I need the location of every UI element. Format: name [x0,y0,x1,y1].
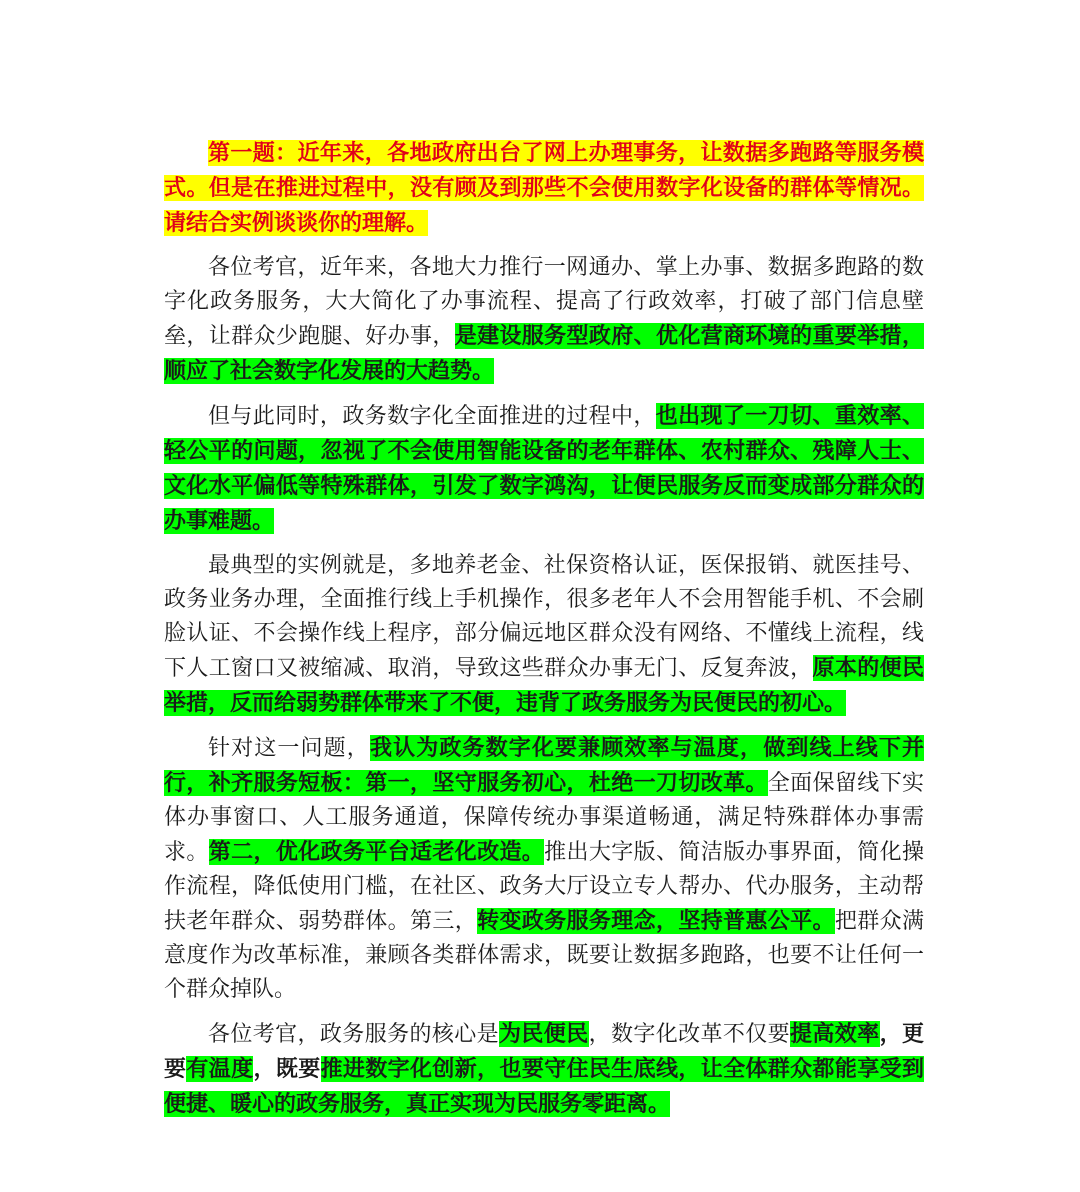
answer-paragraph-problem [164,399,924,539]
answer-paragraph-measures [164,731,924,1007]
paragraph-segment: 为民便民 [499,1021,589,1047]
paragraph-segment: ，数字化改革不仅要 [588,1022,791,1047]
answer-paragraph-intro [164,251,924,389]
paragraph-segment: 有温度 [186,1056,254,1082]
paragraph-segment: 第二，优化政务平台适老化改造。 [208,839,545,865]
paragraph-segment: 各位考官，近年来，各地大力推行一网通办、掌上办事、数据多跑路的数字化政务服务，大大简化了办事流程、提高了行政效率，打破了部门信息壁垒，让群众少跑腿、好办事， [164,255,924,349]
paragraph-segment: 针对这一问题， [208,736,370,761]
answer-paragraph-conclusion [164,1017,924,1122]
paragraph-segment: ，既要 [253,1056,321,1082]
paragraph-segment: 提高效率 [790,1021,880,1047]
paragraph-segment: 推进数字化创新，也要守住民生底线，让全体群众都能享受到便捷、暖心的政务服务，真正实现为民服务零距离。 [164,1056,924,1117]
paragraph-segment: 最典型的实例就是，多地养老金、社保资格认证，医保报销、就医挂号、政务业务办理，全面推行线上手机操作，很多老年人不会用智能手机、不会刷脸认证、不会操作线上程序，部分偏远地区群众没有网络、不懂线上流程，线下人工窗口又被缩减、取消，导致这些群众办事无门、反复奔波， [164,553,924,681]
paragraph-segment: 我认为政务数字化要兼顾效率与温度，做到线上线下并行，补齐服务短板：第一，坚守服务初心，杜绝一刀切改革。 [164,735,924,796]
paragraph-segment: 全面保留线下实体办事窗口、人工服务通道，保障传统办事渠道畅通，满足特殊群体办事需求。 [164,771,924,865]
paragraph-segment: 是建设服务型政府、优化营商环境的重要举措，顺应了社会数字化发展的大趋势。 [164,323,924,384]
paragraph-segment: 转变政务服务理念，坚持普惠公平。 [477,908,835,934]
question-paragraph [164,136,924,241]
paragraph-segment: 原本的便民举措，反而给弱势群体带来了不便，违背了政务服务为民便民的初心。 [164,655,924,716]
paragraph-segment: ，更要 [164,1021,924,1082]
paragraph-segment: 把群众满意度作为改革标准，兼顾各类群体需求，既要让数据多跑路，也要不让任何一个群众掉队。 [164,909,924,1002]
answer-paragraph-example [164,549,924,721]
paragraph-segment: 各位考官，政务服务的核心是 [208,1022,500,1047]
paragraph-segment: 第一题：近年来，各地政府出台了网上办理事务，让数据多跑路等服务模式。但是在推进过程中，没有顾及到那些不会使用数字化设备的群体等情况。请结合实例谈谈你的理解。 [164,140,924,236]
paragraph-segment: 但与此同时，政务数字化全面推进的过程中， [208,404,656,429]
paragraph-segment: 也出现了一刀切、重效率、轻公平的问题，忽视了不会使用智能设备的老年群体、农村群众、残障人士、文化水平偏低等特殊群体，引发了数字鸿沟，让便民服务反而变成部分群众的办事难题。 [164,403,924,534]
paragraph-segment: 推出大字版、简洁版办事界面，简化操作流程，降低使用门槛，在社区、政务大厅设立专人帮办、代办服务，主动帮扶老年群众、弱势群体。第三， [164,840,924,934]
document-page [164,136,924,1132]
